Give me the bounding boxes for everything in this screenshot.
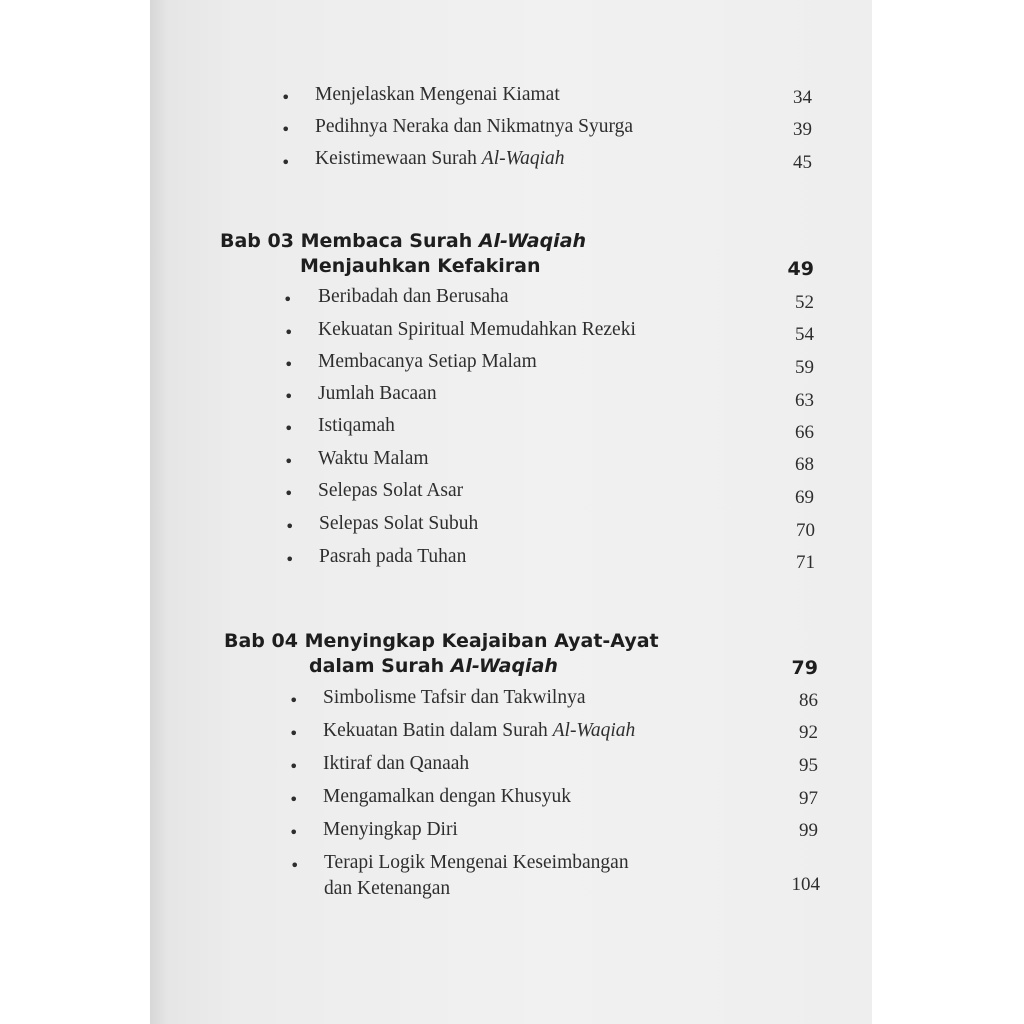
toc-page-number: 99 <box>799 820 818 841</box>
toc-entry: Jumlah Bacaan <box>318 383 437 404</box>
chapter-page-number: 49 <box>787 258 814 280</box>
chapter-heading-line2: Menjauhkan Kefakiran <box>300 255 541 277</box>
bullet: • <box>285 550 295 569</box>
toc-page-number: 86 <box>799 690 818 711</box>
toc-page-number: 69 <box>795 487 814 508</box>
bullet: • <box>289 790 299 809</box>
chapter-heading-italic: Al-Waqiah <box>478 230 587 252</box>
toc-entry: Pedihnya Neraka dan Nikmatnya Syurga <box>315 116 634 137</box>
toc-entry: Selepas Solat Subuh <box>319 513 479 534</box>
chapter-heading-italic: Al-Waqiah <box>450 655 558 677</box>
toc-entry-line2: dan Ketenangan <box>324 878 451 899</box>
toc-page-number: 34 <box>793 87 812 108</box>
toc-page-number: 63 <box>795 390 814 411</box>
bullet: • <box>283 290 293 309</box>
bullet: • <box>289 757 299 776</box>
chapter-heading-text: Bab 03 Membaca Surah <box>220 230 479 252</box>
toc-page-number: 66 <box>795 422 814 443</box>
toc-page-number: 92 <box>799 722 818 743</box>
toc-page-number: 70 <box>796 520 815 541</box>
toc-entry: Kekuatan Spiritual Memudahkan Rezeki <box>318 319 636 340</box>
toc-entry: Pasrah pada Tuhan <box>319 546 467 567</box>
toc-entry-text: Keistimewaan Surah <box>315 148 482 169</box>
toc-entry <box>315 146 565 172</box>
bullet: • <box>281 88 291 107</box>
toc-entry: Simbolisme Tafsir dan Takwilnya <box>323 687 586 708</box>
toc-entry: Istiqamah <box>318 415 395 436</box>
bullet: • <box>285 517 295 536</box>
toc-entry: Terapi Logik Mengenai Keseimbangan <box>324 852 629 873</box>
chapter-heading-line2 <box>309 653 558 679</box>
toc-entry: Mengamalkan dengan Khusyuk <box>323 786 572 807</box>
toc-page-number: 59 <box>795 357 814 378</box>
bullet: • <box>281 120 291 139</box>
bullet: • <box>284 452 294 471</box>
bullet: • <box>289 724 299 743</box>
toc-page-number: 97 <box>799 788 818 809</box>
toc-page-number: 104 <box>791 874 820 895</box>
toc-entry: Selepas Solat Asar <box>318 480 464 501</box>
chapter-heading-text: dalam Surah <box>309 655 451 677</box>
toc-page-number: 52 <box>795 292 814 313</box>
toc-entry: Menjelaskan Mengenai Kiamat <box>315 84 560 105</box>
toc-entry: Beribadah dan Berusaha <box>318 286 509 307</box>
bullet: • <box>284 419 294 438</box>
bullet: • <box>289 691 299 710</box>
bullet: • <box>284 323 294 342</box>
toc-entry-text: Kekuatan Batin dalam Surah <box>323 720 553 741</box>
toc-page-number: 95 <box>799 755 818 776</box>
toc-page-number: 45 <box>793 152 812 173</box>
chapter-heading <box>220 228 586 254</box>
bullet: • <box>284 484 294 503</box>
toc-entry-italic: Al-Waqiah <box>552 720 636 741</box>
toc-entry <box>323 718 635 744</box>
toc-page-number: 71 <box>796 552 815 573</box>
toc-entry: Membacanya Setiap Malam <box>318 351 537 372</box>
toc-entry: Menyingkap Diri <box>323 819 458 840</box>
bullet: • <box>289 823 299 842</box>
bullet: • <box>290 856 300 875</box>
toc-entry-italic: Al-Waqiah <box>481 148 565 169</box>
toc-entry: Waktu Malam <box>318 448 429 469</box>
toc-page-number: 68 <box>795 454 814 475</box>
chapter-heading: Bab 04 Menyingkap Keajaiban Ayat-Ayat <box>224 630 659 652</box>
bullet: • <box>284 355 294 374</box>
bullet: • <box>281 153 291 172</box>
chapter-page-number: 79 <box>791 657 818 679</box>
toc-page-number: 54 <box>795 324 814 345</box>
toc-entry: Iktiraf dan Qanaah <box>323 753 470 774</box>
bullet: • <box>284 387 294 406</box>
toc-page-number: 39 <box>793 119 812 140</box>
